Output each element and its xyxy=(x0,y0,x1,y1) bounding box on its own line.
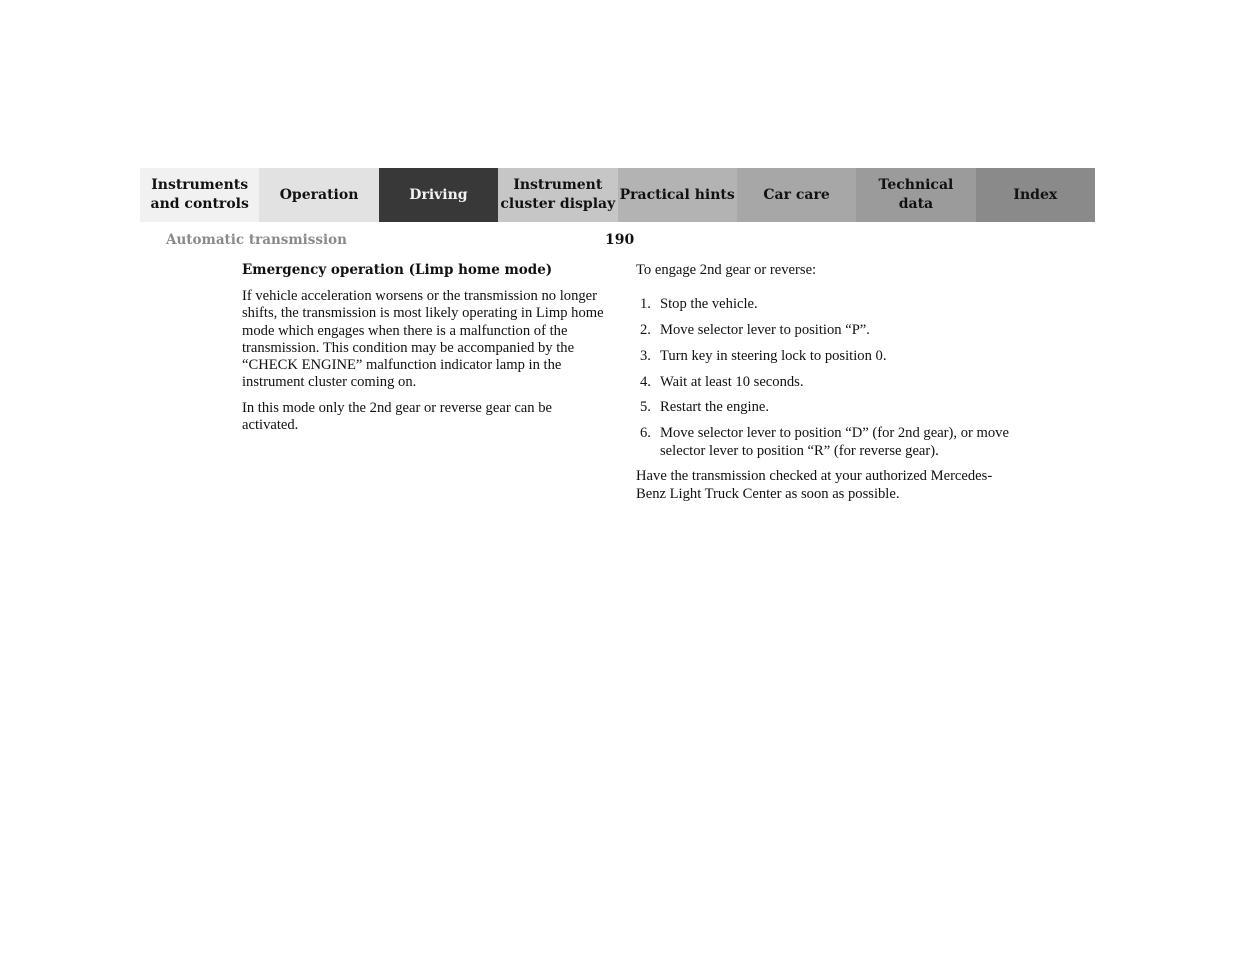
tab-car-care[interactable]: Car care xyxy=(737,168,856,222)
list-item xyxy=(636,348,1011,365)
step-number: 2. xyxy=(640,322,651,339)
step-number: 6. xyxy=(640,425,651,442)
list-item xyxy=(636,322,1011,339)
tab-instrument-cluster-display[interactable]: Instrument cluster display xyxy=(498,168,617,222)
step-number: 4. xyxy=(640,373,651,390)
page-number: 190 xyxy=(605,232,635,248)
step-text: Wait at least 10 seconds. xyxy=(660,373,804,390)
left-column xyxy=(242,262,604,442)
tab-index[interactable]: Index xyxy=(976,168,1095,222)
step-number: 5. xyxy=(640,399,651,416)
closing-note: Have the transmission checked at your authorized Mercedes-Benz Light Truck Center as soon as possible. xyxy=(636,468,993,502)
step-number: 3. xyxy=(640,347,651,364)
step-text: Restart the engine. xyxy=(660,399,770,416)
list-item xyxy=(636,374,1011,391)
step-text: Move selector lever to position “D” (for 2nd gear), or move selector lever to position “R” (for reverse gear). xyxy=(660,425,1009,459)
body-paragraph: If vehicle acceleration worsens or the transmission no longer shifts, the transmission is most likely operating in Limp home mode which engages when there is a malfunction of the transmission. This condition may be accompanied by the “CHECK ENGINE” malfunction indicator lamp in the instrument cluster coming on. xyxy=(242,288,604,391)
body-paragraph: In this mode only the 2nd gear or reverse gear can be activated. xyxy=(242,399,552,434)
steps-intro: To engage 2nd gear or reverse: xyxy=(636,262,817,278)
step-text: Stop the vehicle. xyxy=(660,296,758,313)
right-column xyxy=(636,262,1011,503)
chapter-tab-bar xyxy=(140,168,1095,222)
step-text: Move selector lever to position “P”. xyxy=(660,322,870,339)
tab-operation[interactable]: Operation xyxy=(259,168,378,222)
section-title: Automatic transmission xyxy=(166,232,347,248)
tab-technical-data[interactable]: Technical data xyxy=(856,168,975,222)
tab-driving[interactable]: Driving xyxy=(379,168,498,222)
list-item xyxy=(636,399,1011,416)
steps-list xyxy=(636,296,1011,460)
step-text: Turn key in steering lock to position 0. xyxy=(660,347,887,364)
tab-practical-hints[interactable]: Practical hints xyxy=(618,168,737,222)
step-number: 1. xyxy=(640,296,651,313)
section-heading: Emergency operation (Limp home mode) xyxy=(242,262,553,278)
tab-instruments-and-controls[interactable]: Instruments and controls xyxy=(140,168,259,222)
list-item xyxy=(636,296,1011,313)
list-item xyxy=(636,425,1011,460)
